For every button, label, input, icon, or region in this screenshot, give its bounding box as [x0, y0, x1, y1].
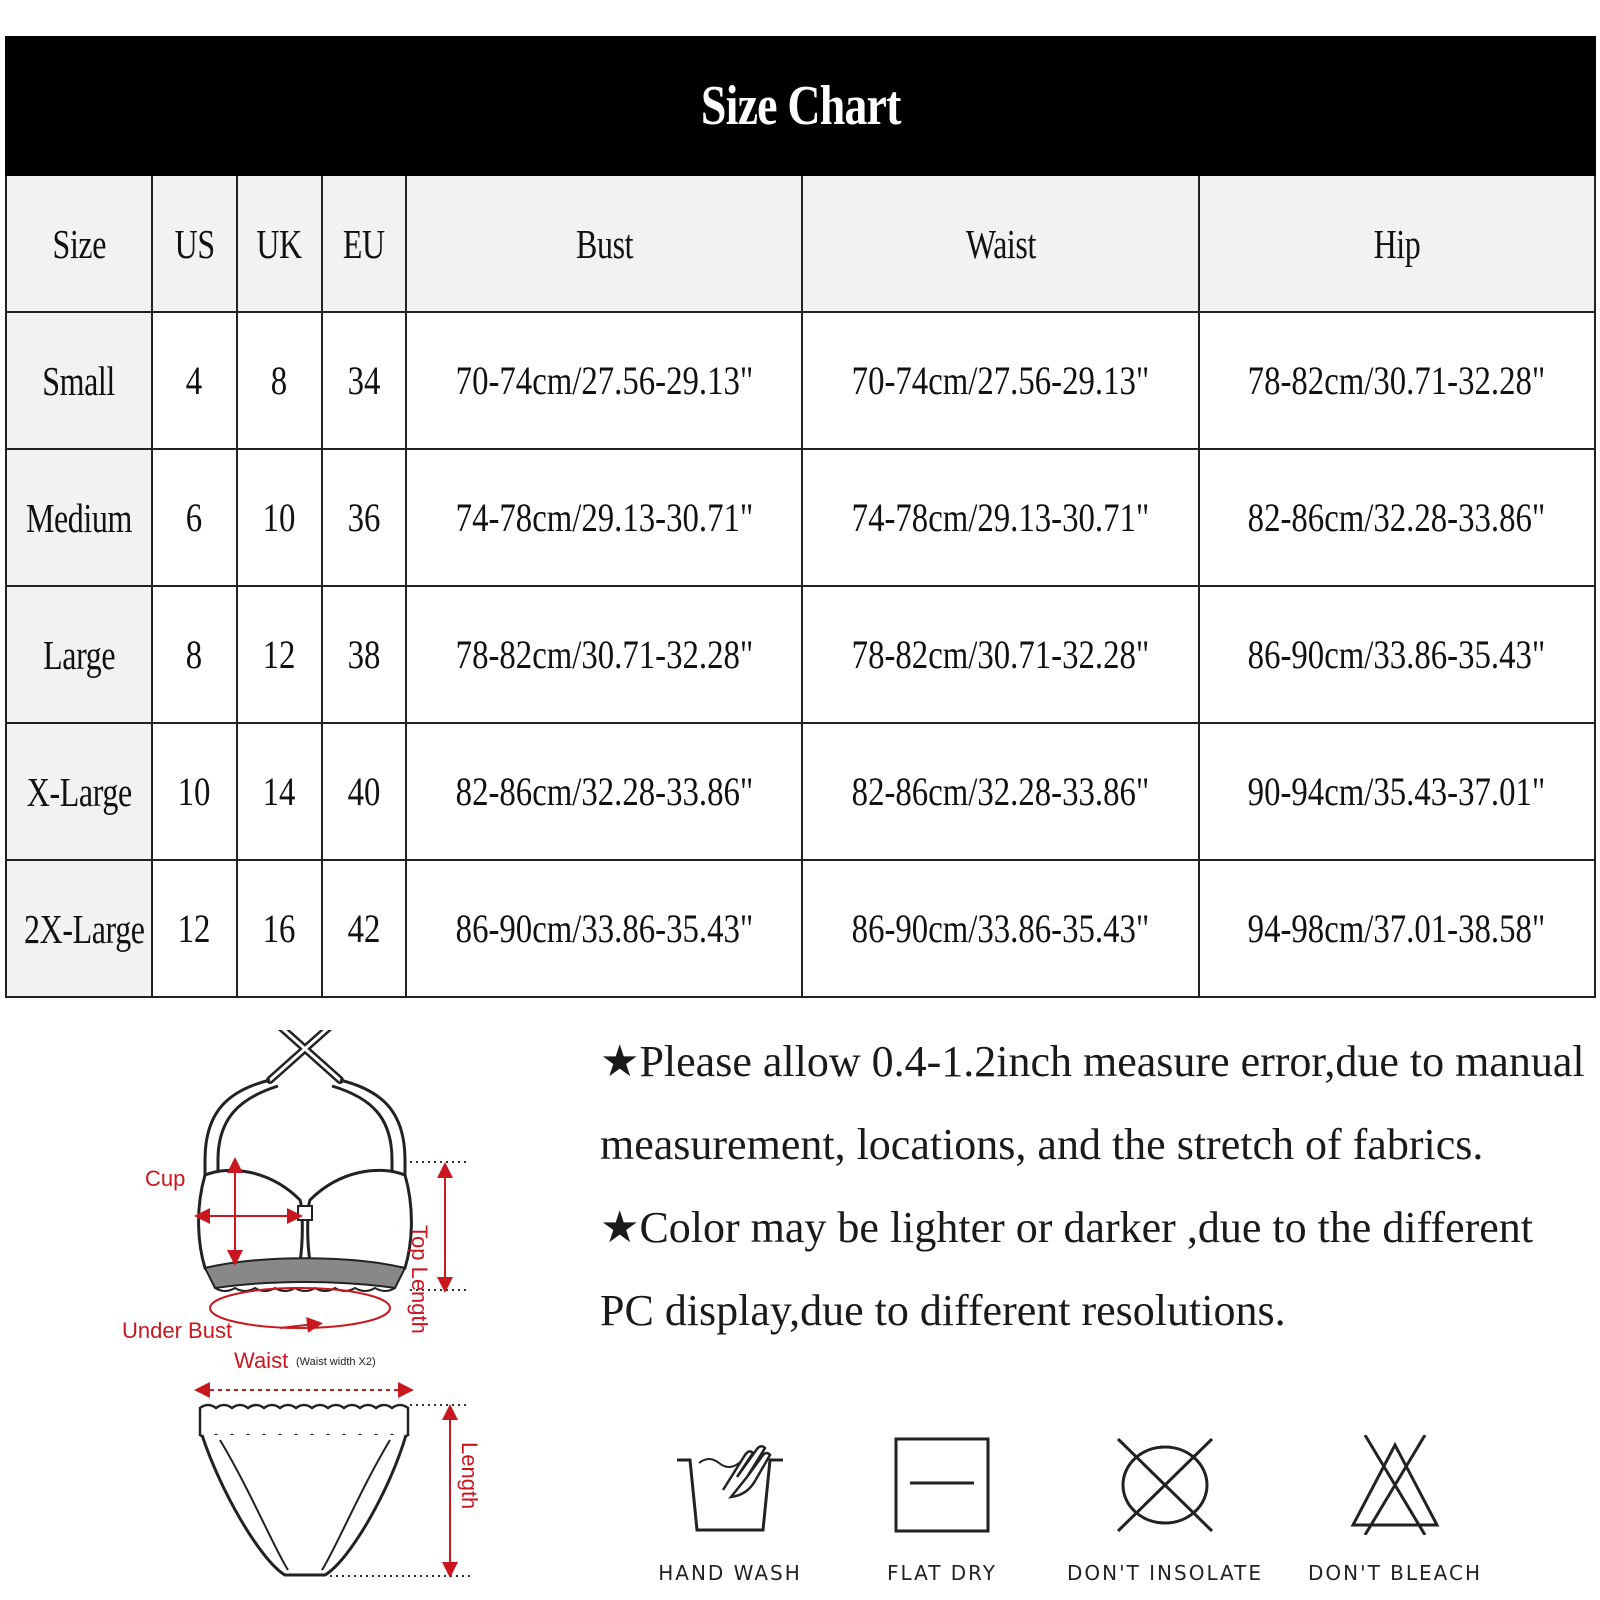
- eu-cell: 40: [322, 723, 407, 860]
- care-label-dont-insolate: DON'T INSOLATE: [1066, 1561, 1264, 1585]
- cup-label: Cup: [145, 1166, 186, 1191]
- waist-cell: 74-78cm/29.13-30.71": [802, 449, 1198, 586]
- header-hip: Hip: [1199, 175, 1595, 312]
- size-cell: Small: [6, 312, 152, 449]
- bust-cell: 78-82cm/30.71-32.28": [406, 586, 802, 723]
- us-cell: 10: [152, 723, 237, 860]
- care-flat-dry: [837, 1435, 1047, 1585]
- header-bust: Bust: [406, 175, 802, 312]
- note-color-variance: ★Color may be lighter or darker ,due to the different PC display,due to different resolutions.: [600, 1203, 1534, 1335]
- top-length-label: Top Length: [407, 1225, 432, 1334]
- hip-cell: 94-98cm/37.01-38.58": [1199, 860, 1595, 997]
- hip-cell: 78-82cm/30.71-32.28": [1199, 312, 1595, 449]
- uk-cell: 16: [237, 860, 322, 997]
- size-chart-title: Size Chart: [6, 37, 1595, 175]
- header-uk: UK: [237, 175, 322, 312]
- uk-cell: 12: [237, 586, 322, 723]
- us-cell: 4: [152, 312, 237, 449]
- note-measure-error: ★Please allow 0.4-1.2inch measure error,due to manual measurement, locations, and the stretch of fabrics.: [600, 1037, 1585, 1169]
- header-size: Size: [6, 175, 152, 312]
- size-cell: 2X-Large: [6, 860, 152, 997]
- hip-cell: 86-90cm/33.86-35.43": [1199, 586, 1595, 723]
- waist-cell: 82-86cm/32.28-33.86": [802, 723, 1198, 860]
- flat-dry-icon: [892, 1435, 992, 1535]
- care-label-hand-wash: HAND WASH: [658, 1561, 802, 1585]
- eu-cell: 42: [322, 860, 407, 997]
- uk-cell: 14: [237, 723, 322, 860]
- uk-cell: 10: [237, 449, 322, 586]
- waist-cell: 86-90cm/33.86-35.43": [802, 860, 1198, 997]
- bust-cell: 86-90cm/33.86-35.43": [406, 860, 802, 997]
- us-cell: 12: [152, 860, 237, 997]
- bikini-measurement-diagram: [110, 1030, 530, 1590]
- uk-cell: 8: [237, 312, 322, 449]
- table-row: [6, 723, 1595, 860]
- hand-wash-icon: [665, 1435, 795, 1535]
- care-label-flat-dry: FLAT DRY: [886, 1561, 998, 1585]
- size-cell: Medium: [6, 449, 152, 586]
- table-row: [6, 449, 1595, 586]
- size-cell: Large: [6, 586, 152, 723]
- notes-block: [600, 1020, 1590, 1352]
- header-us: US: [152, 175, 237, 312]
- us-cell: 8: [152, 586, 237, 723]
- hip-cell: 90-94cm/35.43-37.01": [1199, 723, 1595, 860]
- size-cell: X-Large: [6, 723, 152, 860]
- table-row: [6, 586, 1595, 723]
- table-header-row: [6, 175, 1595, 312]
- bust-cell: 74-78cm/29.13-30.71": [406, 449, 802, 586]
- us-cell: 6: [152, 449, 237, 586]
- table-row: [6, 860, 1595, 997]
- care-dont-bleach: [1290, 1435, 1500, 1585]
- care-hand-wash: [625, 1435, 835, 1585]
- table-row: [6, 312, 1595, 449]
- hip-cell: 82-86cm/32.28-33.86": [1199, 449, 1595, 586]
- eu-cell: 36: [322, 449, 407, 586]
- waist-cell: 78-82cm/30.71-32.28": [802, 586, 1198, 723]
- dont-insolate-icon: [1110, 1435, 1220, 1535]
- bust-cell: 70-74cm/27.56-29.13": [406, 312, 802, 449]
- under-bust-label: Under Bust: [122, 1318, 233, 1343]
- header-eu: EU: [322, 175, 407, 312]
- eu-cell: 34: [322, 312, 407, 449]
- size-chart-table: [5, 36, 1596, 998]
- waist-label: Waist: [234, 1348, 289, 1373]
- waist-cell: 70-74cm/27.56-29.13": [802, 312, 1198, 449]
- care-dont-insolate: [1060, 1435, 1270, 1585]
- care-label-dont-bleach: DON'T BLEACH: [1307, 1561, 1482, 1585]
- header-waist: Waist: [802, 175, 1198, 312]
- length-label: Length: [457, 1442, 482, 1510]
- dont-bleach-icon: [1345, 1435, 1445, 1535]
- eu-cell: 38: [322, 586, 407, 723]
- bust-cell: 82-86cm/32.28-33.86": [406, 723, 802, 860]
- waist-note-label: (Waist width X2): [296, 1356, 376, 1368]
